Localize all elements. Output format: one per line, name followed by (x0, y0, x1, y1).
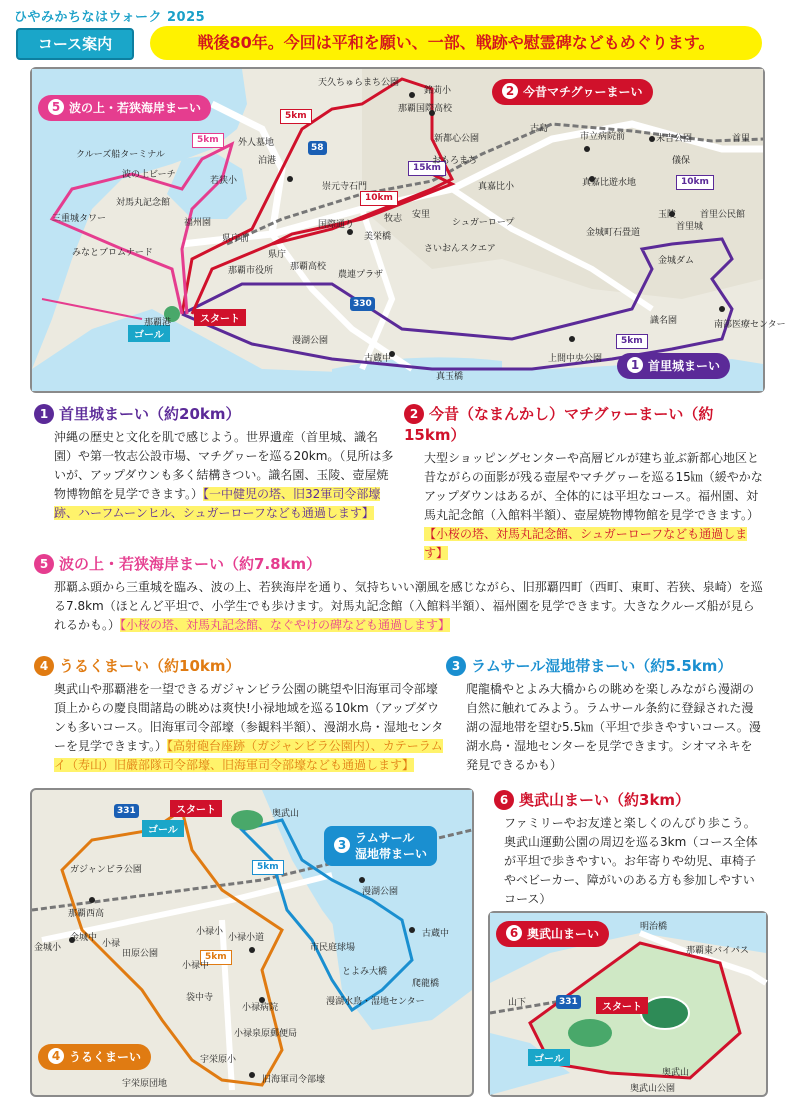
place-label: 外人墓地 (238, 138, 275, 148)
route-4-name: うるくまーい (69, 1050, 142, 1064)
route-3-number: 3 (334, 837, 350, 853)
top-route-map (30, 67, 786, 393)
route-4-number: 4 (48, 1048, 64, 1064)
place-label: 国際通り (318, 220, 355, 230)
place-label: 金城中 (70, 933, 98, 943)
km-marker: 5km (192, 133, 224, 148)
route-3-name: ラムサール 湿地帯まーい (355, 831, 428, 861)
place-label: とよみ大橋 (342, 967, 388, 977)
place-label: シュガーロープ (452, 218, 515, 228)
theme-banner: 戦後80年。今回は平和を願い、一部、戦跡や慰霊碑などもめぐります。 (150, 26, 762, 60)
goal-marker: ゴール (528, 1049, 570, 1066)
route-1-number: 1 (627, 357, 643, 373)
km-marker: 10km (676, 175, 714, 190)
route-6-name: 奥武山まーい (527, 927, 600, 941)
start-marker: スタート (596, 997, 648, 1014)
place-label: 首里公民館 (700, 210, 746, 220)
place-label: 泊港 (258, 156, 277, 166)
place-label: 袋中寺 (186, 993, 214, 1003)
place-label: 小禄中 (182, 961, 210, 971)
route-5-number: 5 (48, 99, 64, 115)
course-1-body: 沖縄の歴史と文化を肌で感じよう。世界遺産（首里城、識名園）や第一牧志公設市場、マチグヮーを巡る20km。（見所は多いが、アップダウンも多く結構きつい。識名園、玉陵、壺屋焼物博物館を見学できます。） (54, 430, 394, 501)
place-label: 奥武山公園 (630, 1084, 676, 1094)
place-label: 明治橋 (640, 922, 668, 932)
km-marker: 5km (252, 860, 284, 875)
place-label: 牧志 (384, 214, 403, 224)
course-4-number: 4 (34, 656, 54, 676)
place-label: 小禄泉原郵便局 (234, 1029, 298, 1039)
place-label: 小禄小道 (228, 933, 265, 943)
place-label: 新都心公園 (434, 134, 480, 144)
course-2-note: 【小桜の塔、対馬丸記念館、シュガーローフなども通過します】 (424, 527, 748, 560)
course-guide-label: コース案内 (16, 28, 134, 60)
place-label: 安里 (412, 210, 431, 220)
place-label: 田原公園 (122, 949, 159, 959)
route-1-name: 首里城まーい (648, 359, 721, 373)
place-label: 市立病院前 (580, 132, 626, 142)
course-2-heading (404, 403, 764, 445)
place-label: 那覇港 (144, 318, 172, 328)
course-5-number: 5 (34, 554, 54, 574)
course-3-section (446, 655, 764, 775)
course-2-body: 大型ショッピングセンターや高層ビルが建ち並ぶ新都心地区と昔ながらの面影が残る壺屋やマチグヮーを巡る15㎞（緩やかなアップダウンはあるが、全体的には平坦なコース。福州園、対馬丸記念館（入館料半額）、壺屋焼物博物館を見学できます。） (424, 451, 763, 522)
km-marker: 15km (408, 161, 446, 176)
route-331-sign: 331 (114, 804, 139, 818)
course-2-section (404, 403, 764, 563)
place-label: 真嘉比小 (478, 182, 515, 192)
place-label: 三重城タワー (52, 214, 107, 224)
place-label: 金城ダム (658, 256, 695, 266)
course-2-body-wrap (424, 449, 764, 563)
course-3-heading (446, 655, 764, 676)
place-label: 旧海軍司令部壕 (262, 1075, 326, 1085)
goal-marker: ゴール (142, 820, 184, 837)
place-label: 儀保 (672, 156, 691, 166)
course-6-title: 奥武山まーい（約3km） (519, 791, 691, 809)
route-330-sign: 330 (350, 297, 375, 311)
place-label: 那覇市役所 (228, 266, 274, 276)
place-label: 金城小 (34, 943, 62, 953)
place-label: 漫湖公園 (292, 336, 329, 346)
place-label: 波の上ビーチ (122, 170, 176, 180)
course-4-title: うるくまーい（約10km） (59, 657, 241, 675)
place-label: クルーズ船ターミナル (76, 150, 165, 160)
course-5-body: 那覇ふ頭から三重城を臨み、波の上、若狭海岸を通り、気持ちいい潮風を感じながら、旧那覇四町（西町、東町、若狭、泉崎）を巡る7.8km（ほとんど平坦で、小学生でも歩けます。対馬丸記念館（入館料半額）、福州園を見学できます。大きなクルーズ船が見られるかも。） (54, 580, 763, 632)
route-331-sign: 331 (556, 995, 581, 1009)
km-marker: 5km (280, 109, 312, 124)
route-2-number: 2 (502, 83, 518, 99)
place-label: 古蔵中 (422, 929, 450, 939)
course-4-section (34, 655, 444, 775)
place-label: 崇元寺石門 (322, 182, 368, 192)
place-label: 小禄病院 (242, 1003, 279, 1013)
km-marker: 10km (360, 191, 398, 206)
place-label: 那覇東バイパス (686, 946, 749, 956)
place-label: 古島 (530, 124, 549, 134)
course-3-body: 爬龍橋やとよみ大橋からの眺めを楽しみながら漫湖の自然に触れてみよう。ラムサール条約に登録された漫湖の湿地帯を望む5.5㎞（平坦で歩きやすいコース。漫湖水鳥・湿地センターを見学できます。シオマネキを発見できるかも） (466, 682, 761, 772)
place-label: 天久ちゅらまち公園 (318, 78, 400, 88)
place-label: 福州園 (184, 218, 212, 228)
route-6-number: 6 (506, 925, 522, 941)
route-3-label (324, 826, 437, 866)
course-2-title: 今昔（なまんかし）マチグヮーまーい（約15km） (404, 405, 714, 444)
place-label: さいおんスクエア (424, 244, 496, 254)
place-label: 農連プラザ (338, 270, 384, 280)
place-label: 末吉公園 (656, 134, 693, 144)
course-4-body: 奥武山や那覇港を一望できるガジャンビラ公園の眺望や旧海軍司令部壕頂上からの慶良間諸島の眺めは爽快!小禄地域を巡る10km（アップダウンも多いコース。旧海軍司令部壕（参観料半額）、漫湖水鳥・湿地センターを見学できます。） (54, 682, 444, 753)
place-label: 小禄小 (196, 927, 224, 937)
course-4-heading (34, 655, 444, 676)
place-label: 対馬丸記念館 (116, 198, 171, 208)
place-label: みなとブロムナード (72, 248, 153, 258)
start-marker: スタート (170, 800, 222, 817)
place-label: 首里城 (676, 222, 704, 232)
course-1-title: 首里城まーい（約20km） (59, 405, 241, 423)
place-label: 爬龍橋 (412, 979, 440, 989)
course-1-number: 1 (34, 404, 54, 424)
route-1-label (617, 353, 730, 379)
route-4-label (38, 1044, 151, 1070)
course-5-note: 【小桜の塔、対馬丸記念館、なぐやけの碑なども通過します】 (120, 618, 451, 632)
bottom-right-route-map (488, 911, 768, 1097)
route-2-name: 今昔マチグヮーまーい (523, 85, 643, 99)
course-1-note: 【一中健児の塔、旧32軍司令部壕跡、ハーフムーンヒル、シュガーローフなども通過します】 (54, 487, 381, 520)
place-label: 漫湖公園 (362, 887, 399, 897)
km-marker: 5km (200, 950, 232, 965)
course-5-title: 波の上・若狭海岸まーい（約7.8km） (59, 555, 322, 573)
place-label: 那覇高校 (290, 262, 327, 272)
place-label: 南部医療センター (714, 320, 786, 330)
place-label: 銘苅小 (424, 86, 452, 96)
place-label: 那覇西高 (68, 909, 105, 919)
course-5-section (34, 553, 764, 635)
place-label: 美栄橋 (364, 232, 392, 242)
course-4-note: 【高射砲台座跡（ガジャンビラ公園内）、カテーラムイ（寿山）旧嚴部隊司令部壕、旧海軍司令部壕なども通過します】 (54, 739, 443, 772)
route-6-label (496, 921, 609, 947)
goal-marker: ゴール (128, 325, 170, 342)
place-label: 宇栄原小 (200, 1055, 237, 1065)
route-5-label (38, 95, 211, 121)
place-label: 漫湖水鳥・湿地センター (326, 997, 425, 1007)
place-label: 真嘉比遊水地 (582, 178, 637, 188)
course-6-heading (494, 789, 766, 810)
place-label: 山下 (508, 998, 527, 1008)
place-label: 若狭小 (210, 176, 238, 186)
place-label: 玉陵 (658, 210, 677, 220)
course-4-body-wrap (54, 680, 444, 775)
course-3-number: 3 (446, 656, 466, 676)
course-3-title: ラムサール湿地帯まーい（約5.5km） (471, 657, 733, 675)
place-label: 県庁 (268, 250, 287, 260)
place-label: 識名園 (650, 316, 678, 326)
route-5-name: 波の上・若狭海岸まーい (69, 101, 202, 115)
course-5-body-wrap (54, 578, 764, 635)
route-2-label (492, 79, 653, 105)
place-label: 上間中央公園 (548, 354, 603, 364)
start-marker: スタート (194, 309, 246, 326)
course-1-body-wrap (54, 428, 394, 523)
place-label: おもろまち (432, 156, 478, 166)
place-label: 真玉橋 (436, 372, 464, 382)
place-label: 奥武山 (662, 1068, 690, 1078)
course-6-number: 6 (494, 790, 514, 810)
bottom-left-route-map (30, 788, 474, 1097)
place-label: 奥武山 (272, 809, 300, 819)
course-1-heading (34, 403, 394, 424)
event-title: ひやみかちなはウォーク 2025 (14, 10, 206, 25)
place-label: 首里 (732, 134, 751, 144)
place-label: 小禄 (102, 939, 121, 949)
place-label: ガジャンビラ公園 (70, 865, 142, 875)
place-label: 県庁前 (222, 234, 250, 244)
place-label: 古蔵中 (364, 354, 392, 364)
place-label: 市民庭球場 (310, 943, 356, 953)
km-marker: 5km (616, 334, 648, 349)
route-58-sign: 58 (308, 141, 327, 155)
course-5-heading (34, 553, 764, 574)
course-2-number: 2 (404, 404, 424, 424)
course-1-section (34, 403, 394, 523)
place-label: 金城町石畳道 (586, 228, 641, 238)
course-6-body: ファミリーやお友達と楽しくのんびり歩こう。奥武山運動公園の周辺を巡る3km（コース全体が平坦で歩きやすい。お年寄りや幼児、車椅子やベビーカー、障がいのある方も参加しやすいコース） (504, 816, 758, 906)
place-label: 宇栄原団地 (122, 1079, 168, 1089)
course-6-section (494, 789, 766, 909)
place-label: 那覇国際高校 (398, 104, 453, 114)
